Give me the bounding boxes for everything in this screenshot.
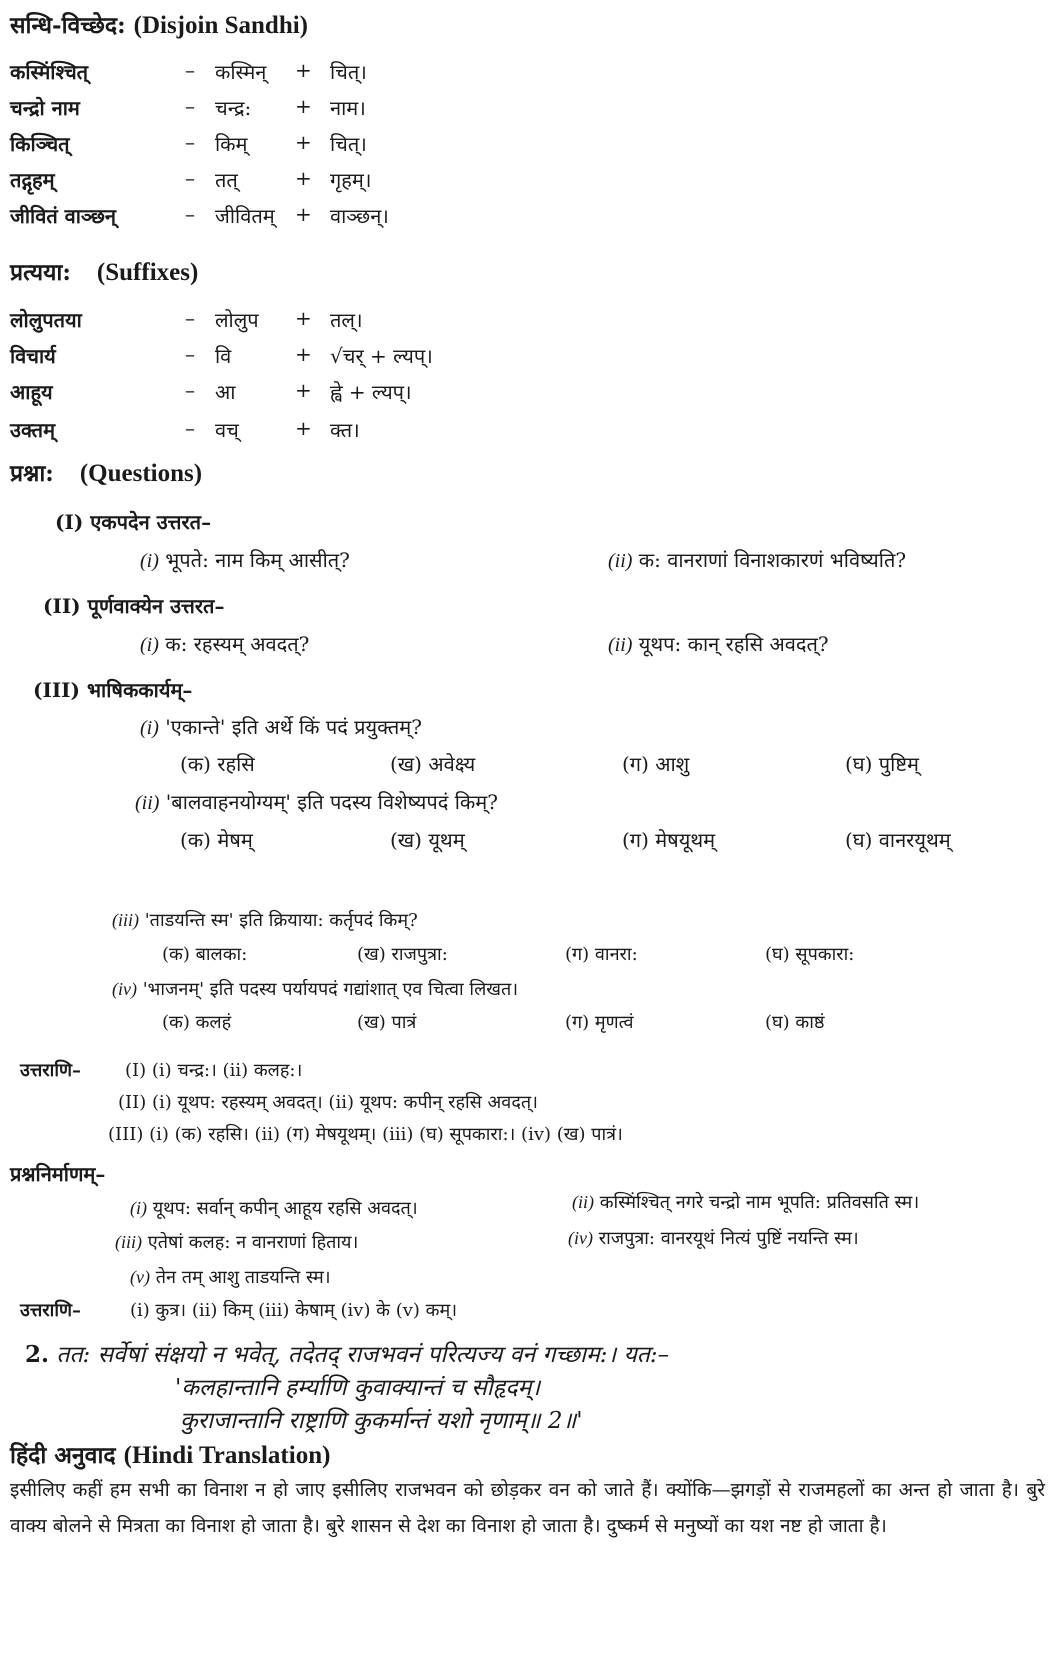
item-text: भूपते: नाम किम् आसीत्?	[165, 548, 350, 572]
derived-word: लोलुपतया	[10, 308, 82, 332]
part-a: तत्	[215, 168, 238, 192]
root: वच्	[215, 418, 239, 442]
translation-heading-hindi: हिंदी अनुवाद	[10, 1442, 116, 1469]
formation-item	[568, 1226, 859, 1250]
questions-heading-hindi: प्रश्ना:	[10, 460, 54, 487]
suffixes-heading-hindi: प्रत्यया:	[10, 259, 71, 286]
group-title: पूर्णवाक्येन उत्तरत–	[87, 594, 225, 618]
formation-item	[115, 1230, 358, 1254]
item-number: (iii)	[112, 910, 139, 930]
answers-label: उत्तराणि–	[20, 1300, 82, 1321]
translation-paragraph: इसीलिए कहीं हम सभी का विनाश न हो जाए इसीलिए राजभवन को छोड़कर वन को जाते हैं। क्योंकि—झगड़ों से राजमहलों का अन्त हो जाता है। बुरे वाक्य बोलने से मित्रता का विनाश हो जाता है। बुरे शासन से देश का विनाश हो जाता है। दुष्कर्म से मनुष्यों का यश नष्ट हो जाता है।	[10, 1479, 1045, 1537]
item-text: तेन तम् आशु ताडयन्ति स्म।	[155, 1267, 331, 1288]
mcq-option: (क) मेषम्	[180, 828, 253, 852]
item-number: (iv)	[568, 1228, 593, 1248]
verse-line-2: कुराजान्तानि राष्ट्राणि कुकर्मान्तं यशो नृणाम्॥ 2॥'	[180, 1408, 583, 1434]
item-text: एतेषां कलह: न वानराणां हिताय।	[147, 1232, 359, 1253]
mcq-option: (ग) मेषयूथम्	[622, 828, 716, 852]
plus: +	[295, 58, 312, 82]
question-item	[608, 630, 829, 657]
answer-line: (i) कुत्र। (ii) किम् (iii) केषाम् (iv) के (v) कम्।	[130, 1300, 458, 1321]
item-number: (ii)	[572, 1192, 594, 1212]
item-text: 'भाजनम्' इति पदस्य पर्यायपदं गद्यांशात् एव चित्वा लिखत।	[142, 979, 519, 1000]
suffix: √चर् + ल्यप्।	[330, 344, 433, 368]
part-b: गृहम्।	[330, 168, 372, 192]
dash: –	[185, 378, 195, 402]
suffix: तल्।	[330, 308, 363, 332]
item-number: (i)	[140, 634, 159, 656]
verse-line-1: 'कलहान्तानि हर्म्याणि कुवाक्यान्तं च सौहृदम्।	[175, 1375, 541, 1401]
group-label: (I)	[55, 510, 84, 534]
passage-number: 2.	[25, 1341, 50, 1368]
compound-word: किञ्चित्	[10, 132, 70, 156]
mcq-option: (ग) वानरा:	[565, 944, 638, 965]
mcq-option: (क) बालका:	[162, 944, 248, 965]
suffixes-heading	[10, 255, 198, 287]
passage-text: तत: सर्वेषां संक्षयो न भवेत्, तदेतद् राजभवनं परित्यज्य वनं गच्छाम:। यत:–	[56, 1342, 670, 1368]
answer-line: (I) (i) चन्द्र:। (ii) कलह:।	[125, 1060, 303, 1081]
part-b: चित्।	[330, 60, 367, 84]
group-title: भाषिककार्यम्–	[86, 678, 193, 702]
item-number: (ii)	[608, 634, 633, 656]
root: आ	[215, 380, 236, 404]
translation-heading	[10, 1438, 330, 1470]
derived-word: विचार्य	[10, 344, 56, 368]
group-label: (III)	[33, 678, 80, 702]
group-title: एकपदेन उत्तरत–	[90, 510, 212, 534]
part-a: किम्	[215, 132, 248, 156]
translation-heading-english: (Hindi Translation)	[123, 1442, 331, 1469]
part-a: कस्मिन्	[215, 60, 267, 84]
item-text: 'एकान्ते' इति अर्थे किं पदं प्रयुक्तम्?	[165, 715, 422, 739]
root: लोलुप	[215, 308, 259, 332]
question-item	[140, 630, 309, 657]
sandhi-heading-english: (Disjoin Sandhi)	[133, 12, 308, 39]
suffix: ह्वे + ल्यप्।	[330, 380, 412, 404]
item-number: (iv)	[112, 979, 137, 999]
plus: +	[295, 130, 312, 154]
derived-word: उक्तम्	[10, 418, 56, 442]
plus: +	[295, 202, 312, 226]
mcq-question	[140, 713, 422, 740]
item-number: (i)	[130, 1198, 147, 1218]
item-text: क: रहस्यम् अवदत्?	[165, 632, 310, 656]
question-group-II-title	[43, 592, 224, 619]
sandhi-heading-hindi: सन्धि-विच्छेद:	[10, 12, 126, 39]
answers-label: उत्तराणि–	[20, 1060, 82, 1081]
mcq-option: (घ) काष्ठं	[765, 1012, 825, 1033]
item-text: 'बालवाहनयोग्यम्' इति पदस्य विशेष्यपदं किम्?	[165, 790, 498, 814]
mcq-option: (क) रहसि	[180, 752, 255, 776]
mcq-option: (घ) पुष्टिम्	[845, 752, 919, 776]
compound-word: चन्द्रो नाम	[10, 96, 80, 120]
questions-heading-english: (Questions)	[79, 460, 203, 487]
suffix: क्त।	[330, 418, 360, 442]
dash: –	[185, 94, 195, 118]
mcq-option: (ख) पात्रं	[357, 1012, 417, 1033]
answer-line: (III) (i) (क) रहसि। (ii) (ग) मेषयूथम्। (iii) (घ) सूपकारा:। (iv) (ख) पात्रं।	[108, 1124, 623, 1145]
plus: +	[295, 378, 312, 402]
mcq-question	[112, 977, 518, 1001]
dash: –	[185, 416, 195, 440]
mcq-question	[112, 908, 418, 932]
part-a: चन्द्र:	[215, 96, 252, 120]
dash: –	[185, 306, 195, 330]
item-text: राजपुत्रा: वानरयूथं नित्यं पुष्टिं नयन्ति स्म।	[598, 1228, 859, 1249]
dash: –	[185, 130, 195, 154]
dash: –	[185, 58, 195, 82]
item-text: 'ताडयन्ति स्म' इति क्रियाया: कर्तृपदं किम्?	[144, 910, 418, 931]
plus: +	[295, 166, 312, 190]
dash: –	[185, 202, 195, 226]
group-label: (II)	[43, 594, 81, 618]
question-group-I-title	[55, 508, 211, 535]
mcq-option: (घ) वानरयूथम्	[845, 828, 951, 852]
formation-item	[572, 1190, 919, 1214]
mcq-option: (घ) सूपकारा:	[765, 944, 855, 965]
plus: +	[295, 306, 312, 330]
part-b: चित्।	[330, 132, 367, 156]
item-text: क: वानराणां विनाशकारणं भविष्यति?	[638, 548, 907, 572]
plus: +	[295, 416, 312, 440]
item-number: (ii)	[135, 792, 160, 814]
questions-heading	[10, 456, 202, 488]
mcq-question	[135, 788, 498, 815]
item-text: यूथप: कान् रहसि अवदत्?	[638, 632, 829, 656]
compound-word: तद्गृहम्	[10, 168, 55, 192]
mcq-option: (ख) राजपुत्रा:	[357, 944, 448, 965]
part-b: नाम।	[330, 96, 366, 120]
mcq-option: (क) कलहं	[162, 1012, 232, 1033]
part-b: वाञ्छन्।	[330, 204, 389, 228]
question-group-III-title	[33, 676, 192, 703]
item-number: (iii)	[115, 1232, 142, 1252]
item-number: (v)	[130, 1267, 150, 1287]
plus: +	[295, 94, 312, 118]
sandhi-heading	[10, 8, 308, 40]
item-number: (ii)	[608, 550, 633, 572]
plus: +	[295, 342, 312, 366]
mcq-option: (ख) अवेक्ष्य	[390, 752, 476, 776]
question-item	[140, 546, 350, 573]
formation-item	[130, 1196, 418, 1220]
mcq-option: (ग) आशु	[622, 752, 690, 776]
question-item	[608, 546, 906, 573]
answer-line: (II) (i) यूथप: रहस्यम् अवदत्। (ii) यूथप: कपीन् रहसि अवदत्।	[118, 1092, 538, 1113]
compound-word: कस्मिंश्चित्	[10, 60, 89, 84]
derived-word: आहूय	[10, 380, 53, 404]
part-a: जीवितम्	[215, 204, 275, 228]
dash: –	[185, 166, 195, 190]
root: वि	[215, 344, 232, 368]
formation-item	[130, 1265, 331, 1289]
suffixes-heading-english: (Suffixes)	[96, 259, 199, 286]
item-text: यूथप: सर्वान् कपीन् आहूय रहसि अवदत्।	[152, 1198, 418, 1219]
item-number: (i)	[140, 717, 159, 739]
item-text: कस्मिंश्चित् नगरे चन्द्रो नाम भूपति: प्रतिवसति स्म।	[599, 1192, 920, 1213]
item-number: (i)	[140, 550, 159, 572]
dash: –	[185, 342, 195, 366]
mcq-option: (ग) मृणत्वं	[565, 1012, 634, 1033]
passage-line	[25, 1337, 669, 1369]
compound-word: जीवितं वाञ्छन्	[10, 204, 116, 228]
mcq-option: (ख) यूथम्	[390, 828, 465, 852]
question-formation-heading: प्रश्ननिर्माणम्–	[10, 1162, 106, 1186]
